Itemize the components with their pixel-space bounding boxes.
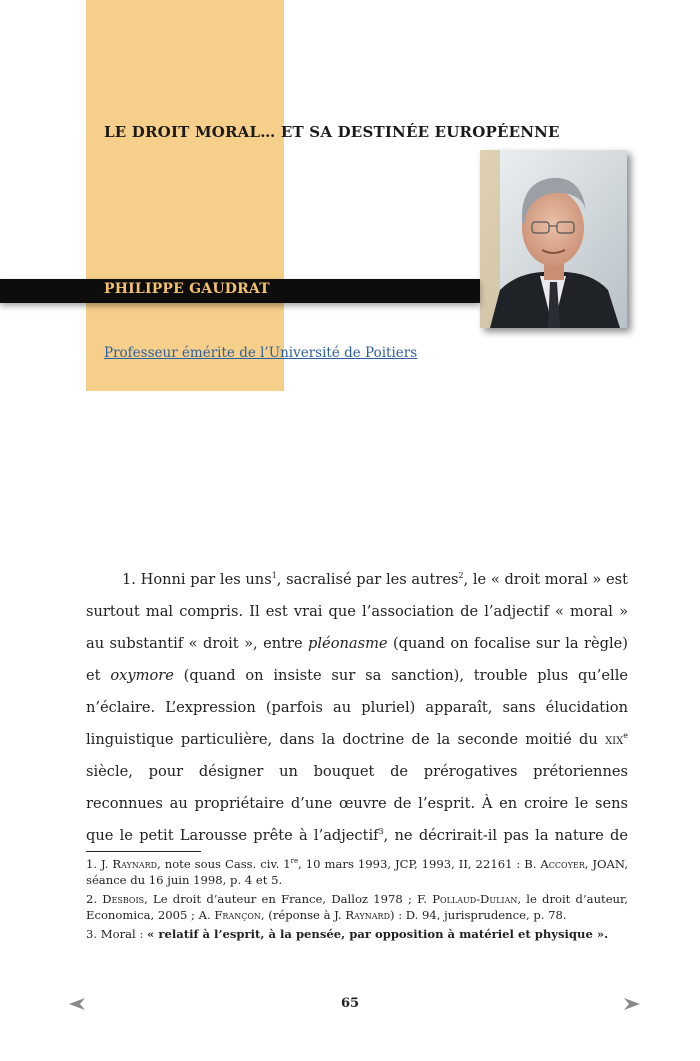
article-title: LE DROIT MORAL… ET SA DESTINÉE EUROPÉENNE xyxy=(104,123,560,141)
author-bar xyxy=(0,279,480,303)
footnote-ref-2[interactable]: 2 xyxy=(458,571,464,581)
author-affiliation-link[interactable]: Professeur émérite de l’Université de Poitiers xyxy=(104,345,418,361)
term-oxymore: oxymore xyxy=(110,667,174,684)
author-name: PHILIPPE GAUDRAT xyxy=(104,281,270,297)
page-number: 65 xyxy=(340,996,360,1011)
century-numeral: xix xyxy=(605,731,624,748)
footnote-1: 1. J. Raynard, note sous Cass. civ. 1re, 10 mars 1993, JCP, 1993, II, 22161 : B. Accoyer, JOAN, séance du 16 juin 1998, p. 4 et 5. xyxy=(86,857,629,887)
accent-band xyxy=(86,0,284,391)
footnote-3: 3. Moral : « relatif à l’esprit, à la pensée, par opposition à matériel et physique ». xyxy=(86,927,609,941)
footnote-divider xyxy=(86,851,201,852)
footnotes xyxy=(86,856,628,945)
footnote-ref-3[interactable]: 3 xyxy=(378,827,384,837)
term-pleonasme: pléonasme xyxy=(308,635,388,652)
next-page-button[interactable] xyxy=(624,996,640,1010)
author-portrait-image xyxy=(480,150,627,328)
article-body xyxy=(86,564,628,852)
author-photo xyxy=(480,150,627,328)
footnote-ref-1[interactable]: 1 xyxy=(271,571,277,581)
footnote-2: 2. Desbois, Le droit d’auteur en France, Dalloz 1978 ; F. Pollaud-Dulian, le droit d’auteur, Economica, 2005 ; A. Françon, (réponse à J. Raynard) : D. 94, jurisprudence, p. 78. xyxy=(86,892,628,922)
triangle-right-icon xyxy=(624,997,640,1011)
paragraph-1: 1. Honni par les uns$^1$, sacralisé par les autres$^2$, le « droit moral » est surtout mal compris. Il est vrai que l’association de l’adjectif « moral » au substantif « droit », entre pléonasme (quand on focalise sur la règle) et oxymore (quand on insiste sur sa sanction), trouble plus qu’elle n’éclaire. L’expression (parfois au pluriel) apparaît, sans élucidation linguistique particulière, dans la doctrine de la seconde moitié du xix$^e$ siècle, pour désigner un bouquet de prérogatives prétoriennes reconnues au propriétaire d’une œuvre de l’esprit. À en croire le sens que le petit Larousse prête à l’adjectif$^3$, ne décrirait-il pas la nature de xyxy=(86,571,629,844)
definition-quote: « relatif à l’esprit, à la pensée, par opposition à matériel et physique ». xyxy=(147,927,609,941)
